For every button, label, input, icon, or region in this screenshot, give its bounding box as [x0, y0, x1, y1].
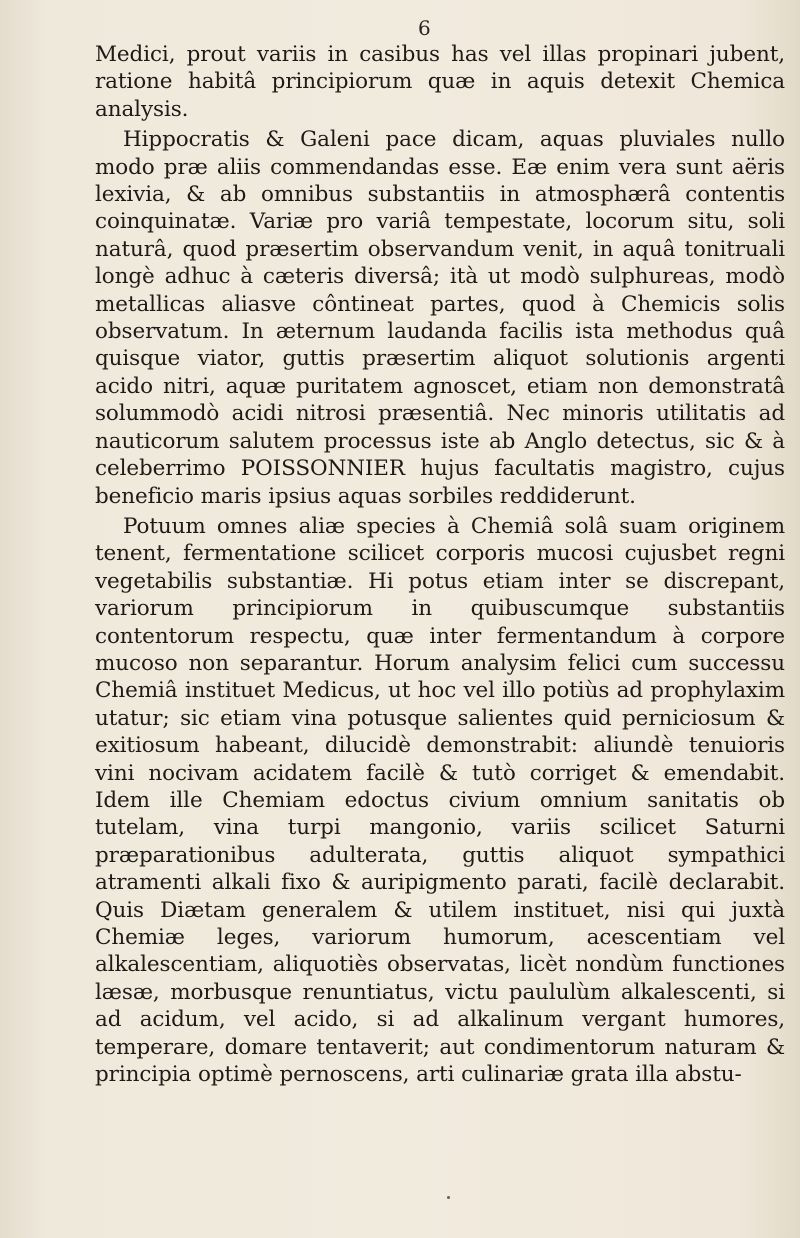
paragraph-2: Hippocratis & Galeni pace dicam, aquas pluviales nullo modo præ aliis commendandas esse. Eæ enim vera sunt aëris lexivia, & ab omnibus substantiis in atmosphærâ contentis coinquinatæ. Variæ pro variâ tempestate, locorum situ, soli naturâ, quod præsertim observandum venit, in aquâ tonitruali longè adhuc à cæteris diversâ; ità ut modò sulphureas, modò metallicas aliasve côntineat partes, quod à Chemicis solis observatum. In æternum laudanda facilis ista methodus quâ quisque viator, guttis præsertim aliquot solutionis argenti acido nitri, aquæ puritatem agnoscet, etiam non demonstratâ solummodò acidi nitrosi præsentiâ. Nec minoris utilitatis ad nauticorum salutem processus iste ab Anglo detectus, sic & à celeberrimo POISSONNIER hujus facultatis magistro, cujus beneficio maris ipsius aquas sorbiles reddiderunt. [95, 127, 785, 509]
body-text [95, 41, 785, 1088]
paragraph-3: Potuum omnes aliæ species à Chemiâ solâ suam originem tenent, fermentatione scilicet corporis mucosi cujusbet regni vegetabilis substantiæ. Hi potus etiam inter se discrepant, variorum principiorum in quibuscumque substantiis contentorum respectu, quæ inter fermentandum à corpore mucoso non separantur. Horum analysim felici cum successu Chemiâ instituet Medicus, ut hoc vel illo potiùs ad prophylaxim utatur; sic etiam vina potusque salientes quid perniciosum & exitiosum habeant, dilucidè demonstrabit: aliundè tenuioris vini nocivam acidatem facilè & tutò corriget & emendabit. Idem ille Chemiam edoctus civium omnium sanitatis ob tutelam, vina turpi mangonio, variis scilicet Saturni præparationibus adulterata, guttis aliquot sympathici atramenti alkali fixo & auripigmento parati, facilè declarabit. Quis Diætam generalem & utilem instituet, nisi qui juxtà Chemiæ leges, variorum humorum, acescentiam vel alkalescentiam, aliquotiès observatas, licèt nondùm functiones læsæ, morbusque renuntiatus, victu paululùm alkalescenti, si ad acidum, vel acido, si ad alkalinum vergant humores, temperare, domare tentaverit; aut condimentorum naturam & principia optimè pernoscens, arti culinariæ grata illa abstu- [95, 513, 785, 1088]
page-number: 6 [418, 16, 431, 40]
ink-speck [447, 1196, 450, 1199]
paragraph-1: Medici, prout variis in casibus has vel illas propinari jubent, ratione habitâ principiorum quæ in aquis detexit Chemica analysis. [95, 42, 785, 122]
